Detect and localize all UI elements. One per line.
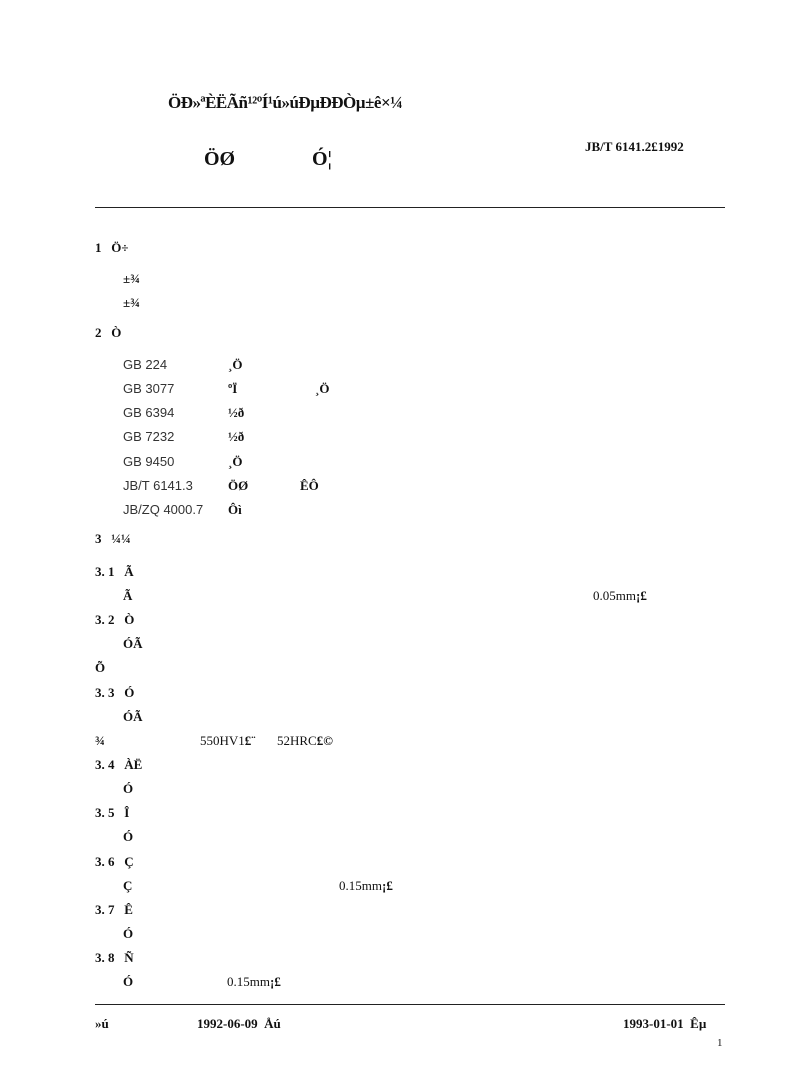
hardness-hrc: 52HRC: [277, 733, 317, 748]
clause-number: 3. 7: [95, 902, 115, 917]
hardness-hv: 550HV1: [200, 733, 245, 748]
clause-3-3-heading: [95, 685, 134, 701]
ref-title: ¸Ö: [228, 454, 243, 469]
clause-number: 3. 8: [95, 950, 115, 965]
hardness-sep: £¨: [244, 733, 256, 748]
clause-3-7-text: Ó: [123, 926, 134, 941]
ref-title: ½ð: [228, 429, 245, 444]
clause-3-3-text: ÓÃ: [123, 709, 143, 724]
section-1-heading: [95, 240, 129, 256]
section-title: ¼¼: [111, 531, 131, 546]
clause-tail: ¡£: [269, 974, 281, 989]
footer-issue-date: [197, 1016, 281, 1032]
ref-code: GB 9450: [123, 454, 175, 469]
page-number: 1: [717, 1037, 723, 1049]
clause-3-7-heading: [95, 902, 133, 918]
clause-tail: ¡£: [381, 878, 393, 893]
standard-org-title: ÖÐ»ªÈËÃñ¹²ºÍ¹ú»úÐµÐÐÒµ±ê×¼: [168, 93, 403, 112]
clause-title: Î: [124, 805, 130, 820]
clause-3-3-hardness-hrc: [277, 733, 333, 749]
clause-3-3-hardness: [200, 733, 256, 749]
clause-title: Ç: [124, 854, 134, 869]
clause-number: 3. 3: [95, 685, 115, 700]
header-divider: [95, 207, 725, 208]
issue-date: 1992-06-09: [197, 1016, 258, 1031]
clause-number: 3. 1: [95, 564, 115, 579]
clause-3-4-heading: [95, 757, 142, 773]
footer-divider: [95, 1004, 725, 1005]
tolerance-value: 0.15mm: [227, 974, 270, 989]
clause-3-6-heading: [95, 854, 134, 870]
implementation-date: 1993-01-01: [623, 1016, 684, 1031]
section-1-line-1: ±¾: [123, 271, 140, 286]
section-2-heading: [95, 325, 121, 341]
clause-3-8-text: Ó: [123, 974, 134, 989]
clause-number: 3. 5: [95, 805, 115, 820]
ref-code: GB 7232: [123, 429, 175, 444]
section-number: 1: [95, 240, 102, 255]
ref-title: ÖØ: [228, 478, 249, 493]
clause-3-2-heading: [95, 612, 134, 628]
footer-implementation-date: [623, 1016, 706, 1032]
clause-title: Ò: [124, 612, 135, 627]
section-title: Ò: [111, 325, 122, 340]
section-title: Ö÷: [111, 240, 129, 255]
clause-tail: ¡£: [635, 588, 647, 603]
issue-label: Åú: [264, 1016, 281, 1031]
clause-3-1-value: [593, 588, 647, 604]
footer-issuer: »ú: [95, 1016, 109, 1031]
clause-3-8-heading: [95, 950, 134, 966]
ref-code: JB/T 6141.3: [123, 478, 193, 493]
clause-title: Ã: [124, 564, 134, 579]
clause-title: Ñ: [124, 950, 134, 965]
standard-name-right: Ó¦: [312, 148, 332, 170]
clause-title: Ê: [124, 902, 133, 917]
ref-title: ½ð: [228, 405, 245, 420]
standard-name-left: ÖØ: [204, 148, 236, 170]
section-number: 3: [95, 531, 102, 546]
ref-code: GB 224: [123, 357, 168, 372]
clause-number: 3. 2: [95, 612, 115, 627]
hardness-close: £©: [316, 733, 333, 748]
clause-3-1-heading: [95, 564, 134, 580]
clause-number: 3. 6: [95, 854, 115, 869]
implementation-label: Êµ: [690, 1016, 707, 1031]
section-3-heading: [95, 531, 131, 547]
clause-3-5-text: Ó: [123, 829, 134, 844]
clause-3-2-text-cont: Õ: [95, 660, 106, 675]
section-number: 2: [95, 325, 102, 340]
clause-3-4-text: Ó: [123, 781, 134, 796]
clause-title: ÀË: [124, 757, 143, 772]
clause-3-8-value: [227, 974, 281, 990]
ref-title: ºÏ: [228, 381, 238, 396]
ref-title: Ôì: [228, 502, 242, 517]
ref-code: GB 6394: [123, 405, 175, 420]
ref-title-cont: ÊÔ: [300, 478, 319, 493]
standard-number: JB/T 6141.2£1992: [585, 139, 684, 154]
clause-number: 3. 4: [95, 757, 115, 772]
tolerance-value: 0.15mm: [339, 878, 382, 893]
clause-3-6-value: [339, 878, 393, 894]
ref-title-cont: ¸Ö: [315, 381, 330, 396]
ref-code: JB/ZQ 4000.7: [123, 502, 204, 517]
ref-code: GB 3077: [123, 381, 175, 396]
ref-title: ¸Ö: [228, 357, 243, 372]
clause-3-5-heading: [95, 805, 129, 821]
clause-3-1-text: Ã: [123, 588, 133, 603]
tolerance-value: 0.05mm: [593, 588, 636, 603]
section-1-line-2: ±¾: [123, 295, 140, 310]
clause-3-6-text: Ç: [123, 878, 133, 893]
clause-3-2-text: ÓÃ: [123, 636, 143, 651]
clause-3-3-pre: ¾: [95, 733, 105, 748]
clause-title: Ó: [124, 685, 135, 700]
